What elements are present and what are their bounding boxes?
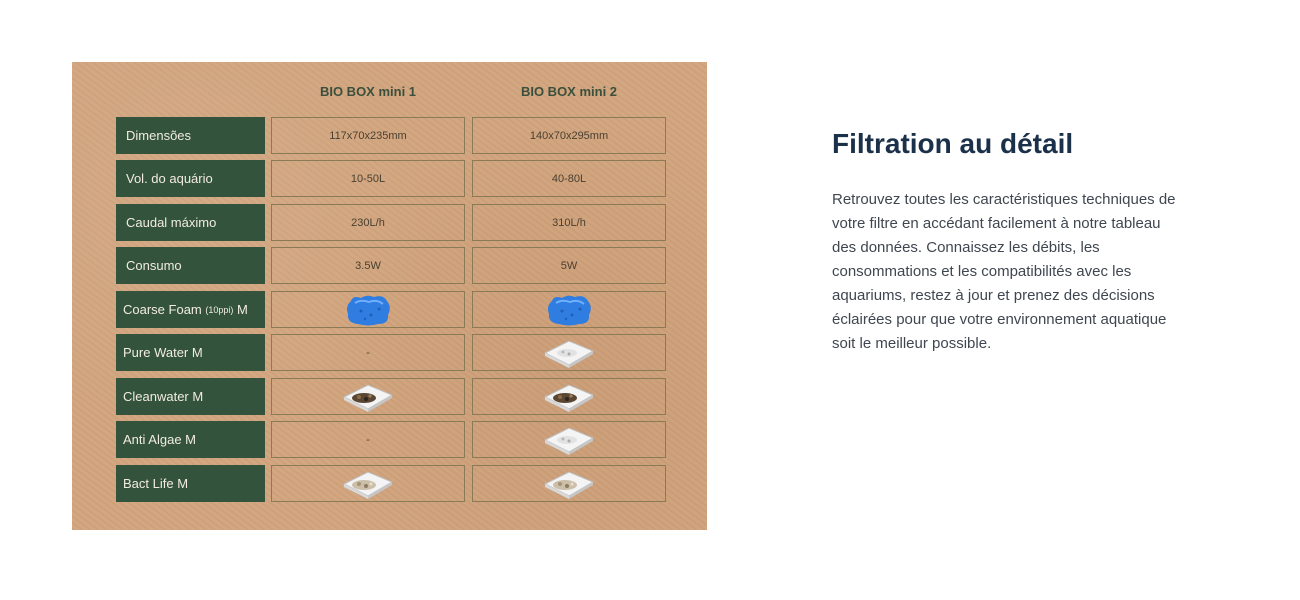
cell-pure-water-mini-2 (472, 334, 666, 371)
cell-coarse-foam-mini-1 (271, 291, 465, 328)
cell-consumo-mini-1: 3.5W (271, 247, 465, 284)
section-title: Filtration au détail (832, 128, 1074, 159)
blue-foam-icon (343, 293, 393, 327)
row-label-coarse-foam (116, 291, 265, 328)
cell-caudal-mini-2: 310L/h (472, 204, 666, 241)
row-label-anti-algae: Anti Algae M (116, 421, 265, 458)
cell-vol-aquario-mini-2: 40-80L (472, 160, 666, 197)
coarse-foam-suffix: M (237, 302, 248, 317)
row-label-consumo: Consumo (116, 247, 265, 284)
cell-anti-algae-mini-1: - (271, 421, 465, 458)
coarse-foam-label: Coarse Foam (123, 302, 202, 317)
cell-dimensoes-mini-1: 117x70x235mm (271, 117, 465, 154)
cell-anti-algae-mini-2 (472, 421, 666, 458)
cell-coarse-foam-mini-2 (472, 291, 666, 328)
cell-caudal-mini-1: 230L/h (271, 204, 465, 241)
cell-consumo-mini-2: 5W (472, 247, 666, 284)
filter-media-brown-icon (541, 381, 597, 413)
filter-media-white-icon (541, 424, 597, 456)
row-label-cleanwater: Cleanwater M (116, 378, 265, 415)
cell-bact-life-mini-1 (271, 465, 465, 502)
cell-cleanwater-mini-1 (271, 378, 465, 415)
row-label-pure-water: Pure Water M (116, 334, 265, 371)
section-description: Retrouvez toutes les caractéristiques techniques de votre filtre en accédant facilement à notre tableau des données. Connaissez les débits, les consommations et les compatibilités avec les aquariums, restez à jour et prenez des décisions éclairées pour que votre environnement aquatique soit le meilleur possible. (832, 191, 1176, 352)
filter-media-white-icon (541, 337, 597, 369)
cell-dimensoes-mini-2: 140x70x295mm (472, 117, 666, 154)
column-header-mini-1: BIO BOX mini 1 (319, 84, 417, 99)
column-header-mini-2: BIO BOX mini 2 (520, 84, 618, 99)
row-label-dimensoes: Dimensões (116, 117, 265, 154)
row-label-vol-aquario: Vol. do aquário (116, 160, 265, 197)
row-label-bact-life: Bact Life M (116, 465, 265, 502)
cell-vol-aquario-mini-1: 10-50L (271, 160, 465, 197)
filter-media-brown-icon (340, 381, 396, 413)
row-label-caudal-maximo: Caudal máximo (116, 204, 265, 241)
cell-bact-life-mini-2 (472, 465, 666, 502)
filter-media-ceramic-icon (541, 468, 597, 500)
cell-cleanwater-mini-2 (472, 378, 666, 415)
filter-media-ceramic-icon (340, 468, 396, 500)
blue-foam-icon (544, 293, 594, 327)
coarse-foam-ppi: (10ppi) (205, 304, 234, 315)
cell-pure-water-mini-1: - (271, 334, 465, 371)
